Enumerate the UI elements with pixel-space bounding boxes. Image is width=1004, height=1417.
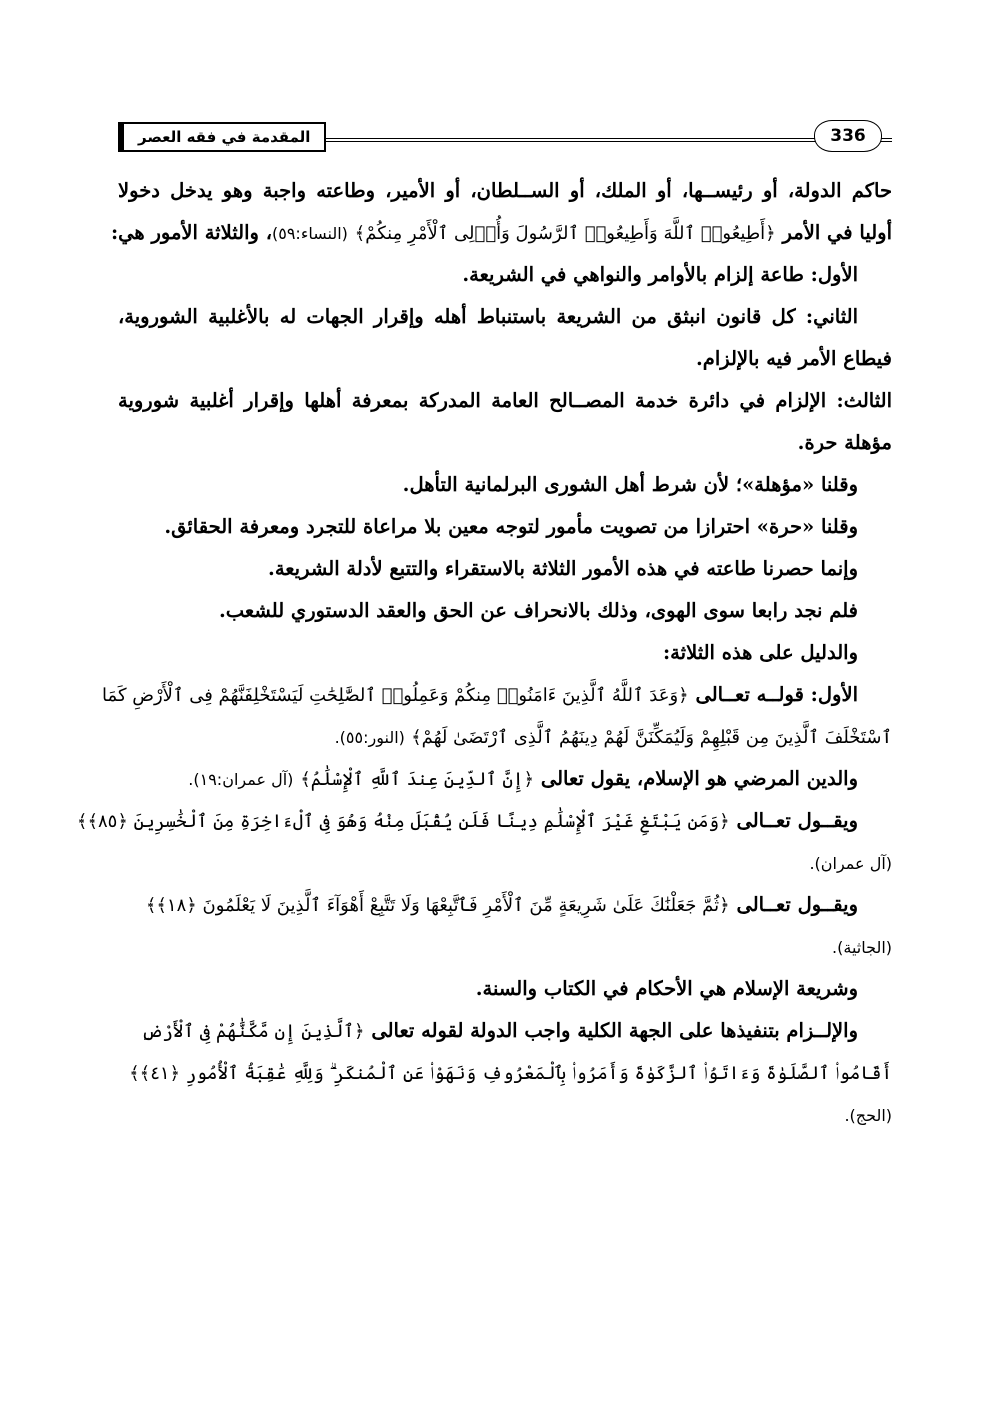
quran-verse: ﴿إِنَّ ٱلدِّينَ عِندَ ٱللَّهِ ٱلْإِسْلَٰمُ﴾ bbox=[300, 769, 535, 790]
text-line bbox=[118, 716, 892, 758]
quran-verse: ٱسْتَخْلَفَ ٱلَّذِينَ مِن قَبْلِهِمْ وَلَيُمَكِّنَنَّ لَهُمْ دِينَهُمُ ٱلَّذِى ٱرْتَضَىٰ لَهُمْ﴾ bbox=[411, 727, 892, 748]
text-line: وقلنا «حرة» احترازا من تصويت مأمور لتوجه معين بلا مراعاة للتجرد ومعرفة الحقائق. bbox=[164, 515, 858, 538]
verse-reference: (آل عمران). bbox=[809, 854, 892, 873]
text-line: أوليا في الأمر ﴿أَطِيعُوا۟ ٱللَّهَ وَأَطِيعُوا۟ ٱلرَّسُولَ وَأُو۟لِى ٱلْأَمْرِ مِنكُمْ﴾ (النساء:٥٩)، والثلاثة الأمور هي: bbox=[110, 221, 892, 244]
text-line: ويقــول تعــالى ﴿وَمَن يَبْتَغِ غَيْرَ ٱلْإِسْلَٰمِ دِينًا فَلَن يُقْبَلَ مِنْهُ وَهُوَ فِى ٱلْءَاخِرَةِ مِنَ ٱلْخَٰسِرِينَ ﴿٨٥﴾﴾ bbox=[76, 809, 858, 832]
verse-reference: (الجاثية). bbox=[832, 938, 892, 957]
text-line: وقلنا «مؤهلة»؛ لأن شرط أهل الشورى البرلمانية التأهل. bbox=[402, 473, 858, 496]
quran-verse: ﴿أَطِيعُوا۟ ٱللَّهَ وَأَطِيعُوا۟ ٱلرَّسُولَ وَأُو۟لِى ٱلْأَمْرِ مِنكُمْ﴾ bbox=[354, 223, 776, 244]
quran-verse: ﴿ثُمَّ جَعَلْنَٰكَ عَلَىٰ شَرِيعَةٍ مِّنَ ٱلْأَمْرِ فَٱتَّبِعْهَا وَلَا تَتَّبِعْ أَهْوَآءَ ٱلَّذِينَ لَا يَعْلَمُونَ ﴿١٨﴾﴾ bbox=[145, 895, 730, 916]
text-line: فيطاع الأمر فيه بالإلزام. bbox=[695, 347, 892, 370]
quran-verse: ﴿ٱلَّذِينَ إِن مَّكَّنَّٰهُمْ فِى ٱلْأَرْضِ bbox=[141, 1021, 365, 1042]
text-line bbox=[118, 1094, 892, 1136]
text-line: فلم نجد رابعا سوى الهوى، وذلك بالانحراف عن الحق والعقد الدستوري للشعب. bbox=[219, 599, 858, 622]
page-body bbox=[76, 170, 892, 1136]
text-line bbox=[118, 842, 892, 884]
verse-reference: (آل عمران:١٩). bbox=[188, 770, 294, 789]
text-line: الأول: قولــه تعــالى ﴿وَعَدَ ٱللَّهُ ٱلَّذِينَ ءَامَنُوا۟ مِنكُمْ وَعَمِلُوا۟ ٱلصَّٰلِحَٰتِ لَيَسْتَخْلِفَنَّهُمْ فِى ٱلْأَرْضِ كَمَا bbox=[102, 683, 858, 706]
text-line bbox=[118, 1052, 892, 1094]
text-line: حاكم الدولة، أو رئيســها، أو الملك، أو الســلطان، أو الأمير، وطاعته واجبة وهو يدخل دخولا bbox=[118, 179, 892, 202]
text-line: والدليل على هذه الثلاثة: bbox=[662, 641, 858, 664]
page-header bbox=[118, 118, 892, 158]
text-line: وشريعة الإسلام هي الأحكام في الكتاب والسنة. bbox=[475, 977, 858, 1000]
text-line: ويقــول تعــالى ﴿ثُمَّ جَعَلْنَٰكَ عَلَىٰ شَرِيعَةٍ مِّنَ ٱلْأَمْرِ فَٱتَّبِعْهَا وَلَا تَتَّبِعْ أَهْوَآءَ ٱلَّذِينَ لَا يَعْلَمُونَ ﴿١٨﴾﴾ bbox=[145, 893, 858, 916]
verse-reference: (النور:٥٥). bbox=[334, 728, 405, 747]
verse-reference: (النساء:٥٩) bbox=[271, 224, 348, 243]
quran-verse: أَقَامُوا۟ ٱلصَّلَوٰةَ وَءَاتَوُا۟ ٱلزَّكَوٰةَ وَأَمَرُوا۟ بِٱلْمَعْرُوفِ وَنَهَوْا۟ عَنِ ٱلْمُنكَرِ ۗ وَلِلَّهِ عَٰقِبَةُ ٱلْأُمُورِ ﴿٤١﴾﴾ bbox=[129, 1063, 892, 1084]
text-line bbox=[118, 926, 892, 968]
text-line: والدين المرضي هو الإسلام، يقول تعالى ﴿إِنَّ ٱلدِّينَ عِندَ ٱللَّهِ ٱلْإِسْلَٰمُ﴾ (آل عمران:١٩). bbox=[188, 767, 858, 790]
text-line: الثالث: الإلزام في دائرة خدمة المصــالح العامة المدركة بمعرفة أهلها وإقرار أغلبية شوروية bbox=[118, 389, 892, 412]
page-number: 336 bbox=[814, 120, 882, 152]
quran-verse: ﴿وَمَن يَبْتَغِ غَيْرَ ٱلْإِسْلَٰمِ دِينًا فَلَن يُقْبَلَ مِنْهُ وَهُوَ فِى ٱلْءَاخِرَةِ مِنَ ٱلْخَٰسِرِينَ ﴿٨٥﴾﴾ bbox=[76, 811, 730, 832]
text-line: الثاني: كل قانون انبثق من الشريعة باستنباط أهله وإقرار الجهات له بالأغلبية الشوروية، bbox=[118, 305, 858, 328]
quran-verse: ﴿وَعَدَ ٱللَّهُ ٱلَّذِينَ ءَامَنُوا۟ مِنكُمْ وَعَمِلُوا۟ ٱلصَّٰلِحَٰتِ لَيَسْتَخْلِفَنَّهُمْ فِى ٱلْأَرْضِ كَمَا bbox=[102, 685, 689, 706]
book-title: المقدمة في فقه العصر bbox=[118, 122, 326, 152]
text-line: الأول: طاعة إلزام بالأوامر والنواهي في الشريعة. bbox=[462, 263, 858, 286]
verse-reference: (الحج). bbox=[844, 1106, 892, 1125]
text-line: والإلــزام بتنفيذها على الجهة الكلية واجب الدولة لقوله تعالى ﴿ٱلَّذِينَ إِن مَّكَّنَّٰهُمْ فِى ٱلْأَرْضِ bbox=[141, 1019, 858, 1042]
text-line: مؤهلة حرة. bbox=[797, 431, 892, 454]
text-line: وإنما حصرنا طاعته في هذه الأمور الثلاثة بالاستقراء والتتبع لأدلة الشريعة. bbox=[268, 557, 858, 580]
